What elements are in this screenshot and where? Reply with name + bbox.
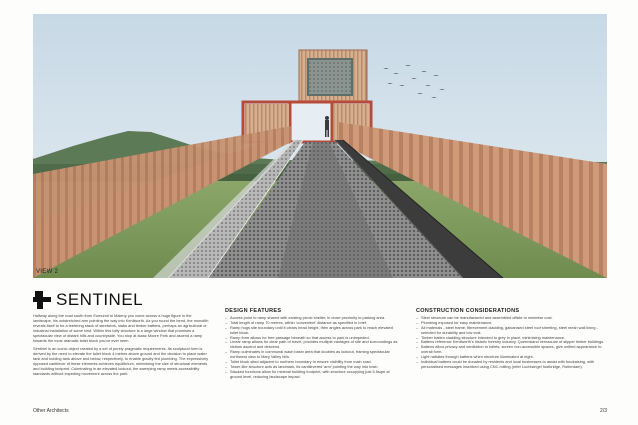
list-item: – Light radiates through battens when structure illuminated at night. — [416, 355, 607, 360]
list-item: – Timber batten cladding structure intended to grey in place, minimising maintenance. — [416, 336, 607, 341]
list-item: – Plumbing exposed for easy maintenance. — [416, 321, 607, 326]
list-item: – Total length of ramp 70 metres, within 'convenient' distance as specified in brief. — [225, 321, 401, 326]
list-item: – Ramp form allows for free passage beneath so that access to park is unimpeded. — [225, 336, 401, 341]
list-item: – Battens allow privacy and ventilation to toilets, screen non-accessible spaces, give unified appearance to overall form. — [416, 345, 607, 355]
title-block — [33, 290, 143, 310]
construction-list — [416, 316, 607, 370]
list-item: – Access point to ramp shared with existing picnic shelter, in close proximity to parking area. — [225, 316, 401, 321]
list-item: – Stacked functions allow for minimal building footprint, with structure occupying just 5.5sqm at ground level, reducing landscape impact. — [225, 370, 401, 380]
list-item: – Linear ramp allows for clear path of travel, provides multiple vantages of site and surroundings as visitors ascend and descend. — [225, 340, 401, 350]
list-item: – Individual battens could be donated by residents and local businesses to assist with fundraising, with personalised messages inscribed using CNC milling (refer Luchtsingel footbridge, Rotterdam). — [416, 360, 607, 370]
list-item: – Battens reference Kenilworth's historic forestry industry, Queensland vernacular of slipper timber buildings. — [416, 340, 607, 345]
list-item: – Ramp culminates in communal wash basin area that doubles as lookout, framing spectacular northwest view to Mary Valley hills. — [225, 350, 401, 360]
ramp-perspective-illustration — [33, 14, 607, 278]
list-item: – Tower-like structure acts as landmark, its cantilevered 'arm' pointing the way into town. — [225, 365, 401, 370]
list-item: – All materials - steel frame, fibrecement cladding, galvanised steel roof sheeting, steel mesh wall lining - selected for durability and low cost. — [416, 326, 607, 336]
list-item: – Ramp hugs site boundary until it clears head height, then angles across park to reach elevated toilet block. — [225, 326, 401, 336]
firm-name: Other Architects — [33, 408, 69, 414]
construction-column — [416, 309, 607, 370]
render-view-2 — [33, 14, 607, 278]
construction-heading: CONSTRUCTION CONSIDERATIONS — [416, 308, 520, 314]
view-label: VIEW 2 — [36, 269, 59, 275]
intro-paragraph: Sentinel is an iconic object created by a set of purely pragmatic requirements. Its sculptural form is derived by the need to elevate the toilet block 4 metres above ground and the decision to place water tank and holding tank above and below, respectively, to enable gravity fed plumbing. The expressively opposed cantilever of these elements achieves equilibrium, minimising the size of structural elements and building footprint. Culminating in an elevated lookout, the sweeping ramp meets accessibility standards without impeding movement across the park. — [33, 346, 209, 376]
sentinel-logo-icon — [33, 291, 51, 309]
list-item: – Toilet block sited adjacent to northern boundary to ensure visibility from main road. — [225, 360, 401, 365]
design-features-heading: DESIGN FEATURES — [225, 308, 282, 314]
project-title: SENTINEL — [56, 290, 144, 309]
intro-paragraph: Halfway along the road south from Eumundi to Maleny you come across a huge figure in the landscape, his outstretched arm pointing the way into Kenilworth. As you round the bend, the monolith reveals itself to be a teetering stack of steelwork, slabs and timber battens, perhaps an agricultural or industrial installation of some kind. Within this lofty structure is a large window that promises a spectacular view of distant hills and countryside. You stop at Isaac Moore Park and ascend a ramp towards the most dramatic toilet block you've ever seen. — [33, 313, 209, 343]
design-features-column — [225, 309, 401, 380]
page-number: 2/3 — [600, 408, 607, 414]
list-item: – Steel structure can be manufactured and assembled offsite to minimise cost. — [416, 316, 607, 321]
intro-column — [33, 314, 211, 381]
design-features-list — [225, 316, 401, 380]
